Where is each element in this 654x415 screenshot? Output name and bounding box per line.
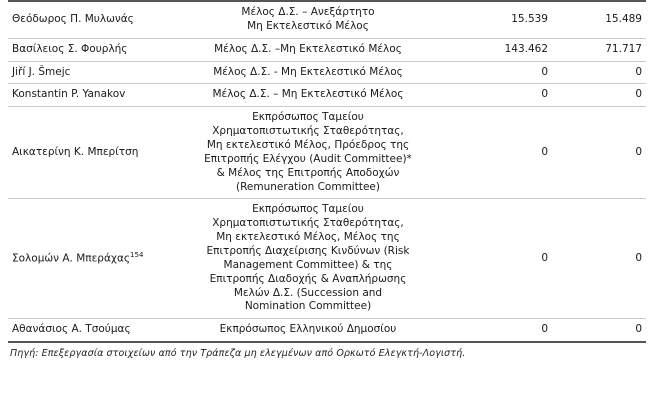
member-role: Μέλος Δ.Σ. –Μη Εκτελεστικό Μέλος xyxy=(158,38,458,61)
member-name xyxy=(8,199,158,319)
member-role-line: Εκπρόσωπος Ταμείου xyxy=(252,111,364,124)
table-row xyxy=(8,319,646,342)
amount-column-1: 0 xyxy=(458,107,552,199)
member-name: Αικατερίνη Κ. Μπερίτση xyxy=(8,107,158,199)
member-role-line: Μη εκτελεστικό Μέλος, Μέλος της xyxy=(216,231,400,244)
member-role: Μέλος Δ.Σ. – Μη Εκτελεστικό Μέλος xyxy=(158,84,458,107)
member-name: Jiří J. Šmejc xyxy=(8,61,158,84)
member-role-line: Χρηματοπιστωτικής Σταθερότητας, xyxy=(212,217,404,230)
table-row xyxy=(8,61,646,84)
amount-column-2: 0 xyxy=(552,319,646,342)
member-role: Εκπρόσωπος Ελληνικού Δημοσίου xyxy=(158,319,458,342)
member-role-line: Μελών Δ.Σ. (Succession and xyxy=(233,286,383,299)
table-row xyxy=(8,1,646,38)
member-role xyxy=(158,1,458,38)
member-role-line: & Μέλος της Επιτροπής Αποδοχών xyxy=(216,166,400,179)
member-role-line: Μέλος Δ.Σ. – Ανεξάρτητο xyxy=(241,6,375,18)
amount-column-1: 15.539 xyxy=(458,1,552,38)
amount-column-2: 0 xyxy=(552,84,646,107)
member-role-line: Επιτροπής Διαδοχής & Αναπλήρωσης xyxy=(209,272,407,285)
member-role-line: Management Committee) & της xyxy=(223,258,393,271)
amount-column-2: 0 xyxy=(552,199,646,319)
member-name-text: Σολομών Α. Μπεράχας xyxy=(12,252,131,265)
member-name: Θεόδωρος Π. Μυλωνάς xyxy=(8,1,158,38)
member-role-line: Χρηματοπιστωτικής Σταθερότητας, xyxy=(212,125,404,138)
amount-column-1: 0 xyxy=(458,61,552,84)
table-row xyxy=(8,38,646,61)
amount-column-1: 143.462 xyxy=(458,38,552,61)
member-name: Βασίλειος Σ. Φουρλής xyxy=(8,38,158,61)
amount-column-1: 0 xyxy=(458,199,552,319)
table-row xyxy=(8,84,646,107)
member-role: Μέλος Δ.Σ. - Μη Εκτελεστικό Μέλος xyxy=(158,61,458,84)
member-role-line: (Remuneration Committee) xyxy=(236,180,380,193)
member-role-line: Εκπρόσωπος Ταμείου xyxy=(252,203,364,216)
member-role xyxy=(158,107,458,199)
member-role-line: Nomination Committee) xyxy=(244,300,372,313)
amount-column-2: 15.489 xyxy=(552,1,646,38)
amount-column-2: 0 xyxy=(552,107,646,199)
board-remuneration-table xyxy=(8,0,646,343)
table-row xyxy=(8,199,646,319)
member-role-line: Μη εκτελεστικό Μέλος, Πρόεδρος της xyxy=(206,139,410,152)
member-role-line: Επιτροπής Ελέγχου (Audit Committee)* xyxy=(204,152,412,165)
amount-column-1: 0 xyxy=(458,84,552,107)
amount-column-2: 0 xyxy=(552,61,646,84)
member-role-line: Επιτροπής Διαχείρισης Κινδύνων (Risk xyxy=(206,245,410,258)
source-footnote: Πηγή: Επεξεργασία στοιχείων από την Τράπεζα μη ελεγμένων από Ορκωτό Ελεγκτή-Λογιστή. xyxy=(10,348,466,360)
member-role xyxy=(158,199,458,319)
footnote-marker: 154 xyxy=(130,251,144,260)
amount-column-1: 0 xyxy=(458,319,552,342)
amount-column-2: 71.717 xyxy=(552,38,646,61)
member-name: Αθανάσιος Α. Τσούμας xyxy=(8,319,158,342)
table-row xyxy=(8,107,646,199)
member-role-line: Μη Εκτελεστικό Μέλος xyxy=(247,19,369,32)
member-name: Konstantin P. Yanakov xyxy=(8,84,158,107)
